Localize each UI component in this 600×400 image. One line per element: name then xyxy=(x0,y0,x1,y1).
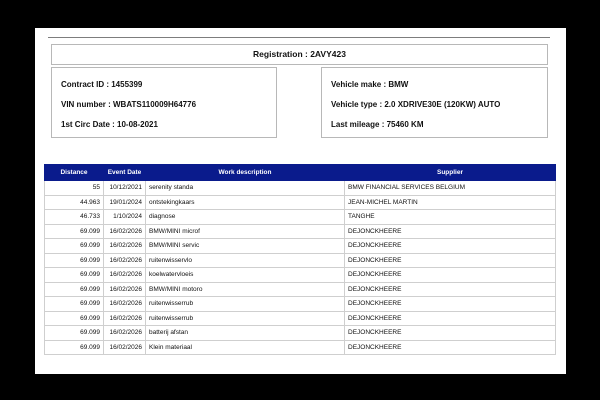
vehicle-make: Vehicle make : BMW xyxy=(331,80,409,89)
cell-distance: 69.099 xyxy=(45,239,104,254)
cell-work-description: BMW/MINI servic xyxy=(146,239,345,254)
cell-distance: 44.963 xyxy=(45,195,104,210)
cell-work-description: batterij afstan xyxy=(146,326,345,341)
table-row xyxy=(45,210,556,225)
table-row xyxy=(45,282,556,297)
contract-id: Contract ID : 1455399 xyxy=(61,80,143,89)
cell-supplier: JEAN-MICHEL MARTIN xyxy=(345,195,556,210)
cell-event-date: 10/12/2021 xyxy=(104,181,146,196)
cell-event-date: 1/10/2024 xyxy=(104,210,146,225)
cell-distance: 69.099 xyxy=(45,297,104,312)
cell-event-date: 16/02/2026 xyxy=(104,326,146,341)
vehicle-type: Vehicle type : 2.0 XDRIVE30E (120KW) AUTO xyxy=(331,100,501,109)
vehicle-info-box xyxy=(321,67,548,138)
cell-supplier: BMW FINANCIAL SERVICES BELGIUM xyxy=(345,181,556,196)
table-row xyxy=(45,311,556,326)
header-supplier: Supplier xyxy=(345,165,556,181)
cell-work-description: BMW/MINI motoro xyxy=(146,282,345,297)
table-header-row xyxy=(45,165,556,181)
header-work-description: Work description xyxy=(146,165,345,181)
cell-supplier: DEJONCKHEERE xyxy=(345,239,556,254)
cell-work-description: koelwatervloeis xyxy=(146,268,345,283)
table-row xyxy=(45,195,556,210)
table-row xyxy=(45,239,556,254)
cell-work-description: BMW/MINI microf xyxy=(146,224,345,239)
table-row xyxy=(45,253,556,268)
header-event-date: Event Date xyxy=(104,165,146,181)
cell-supplier: TANGHE xyxy=(345,210,556,225)
table-row xyxy=(45,224,556,239)
vin-number: VIN number : WBATS110009H64776 xyxy=(61,100,197,109)
cell-event-date: 16/02/2026 xyxy=(104,282,146,297)
contract-info-box xyxy=(51,67,277,138)
cell-event-date: 16/02/2026 xyxy=(104,239,146,254)
cell-work-description: ruitenwisservlo xyxy=(146,253,345,268)
cell-supplier: DEJONCKHEERE xyxy=(345,268,556,283)
table-row xyxy=(45,297,556,312)
registration-text: Registration : 2AVY423 xyxy=(253,49,346,59)
cell-distance: 69.099 xyxy=(45,268,104,283)
cell-event-date: 16/02/2026 xyxy=(104,340,146,355)
cell-supplier: DEJONCKHEERE xyxy=(345,282,556,297)
cell-distance: 55 xyxy=(45,181,104,196)
cell-distance: 69.099 xyxy=(45,253,104,268)
cell-distance: 69.099 xyxy=(45,326,104,341)
cell-event-date: 16/02/2026 xyxy=(104,268,146,283)
cell-work-description: ruitenwisserrub xyxy=(146,297,345,312)
cell-supplier: DEJONCKHEERE xyxy=(345,224,556,239)
cell-event-date: 19/01/2024 xyxy=(104,195,146,210)
service-history-table xyxy=(44,164,556,355)
cell-event-date: 16/02/2026 xyxy=(104,253,146,268)
cell-supplier: DEJONCKHEERE xyxy=(345,340,556,355)
cell-distance: 46.733 xyxy=(45,210,104,225)
cell-work-description: ontstekingkaars xyxy=(146,195,345,210)
cell-distance: 69.099 xyxy=(45,311,104,326)
cell-distance: 69.099 xyxy=(45,282,104,297)
cell-work-description: diagnose xyxy=(146,210,345,225)
table-row xyxy=(45,181,556,196)
top-divider xyxy=(48,37,550,38)
registration-box xyxy=(51,44,548,65)
cell-work-description: Klein materiaal xyxy=(146,340,345,355)
cell-work-description: ruitenwisserrub xyxy=(146,311,345,326)
header-distance: Distance xyxy=(45,165,104,181)
cell-supplier: DEJONCKHEERE xyxy=(345,326,556,341)
cell-distance: 69.099 xyxy=(45,340,104,355)
cell-distance: 69.099 xyxy=(45,224,104,239)
table-row xyxy=(45,268,556,283)
document-page xyxy=(35,28,566,374)
cell-supplier: DEJONCKHEERE xyxy=(345,311,556,326)
cell-event-date: 16/02/2026 xyxy=(104,297,146,312)
last-mileage: Last mileage : 75460 KM xyxy=(331,120,424,129)
cell-event-date: 16/02/2026 xyxy=(104,311,146,326)
table-row xyxy=(45,340,556,355)
cell-supplier: DEJONCKHEERE xyxy=(345,253,556,268)
cell-supplier: DEJONCKHEERE xyxy=(345,297,556,312)
first-circ-date: 1st Circ Date : 10-08-2021 xyxy=(61,120,158,129)
cell-event-date: 16/02/2026 xyxy=(104,224,146,239)
table-row xyxy=(45,326,556,341)
cell-work-description: serenity standa xyxy=(146,181,345,196)
